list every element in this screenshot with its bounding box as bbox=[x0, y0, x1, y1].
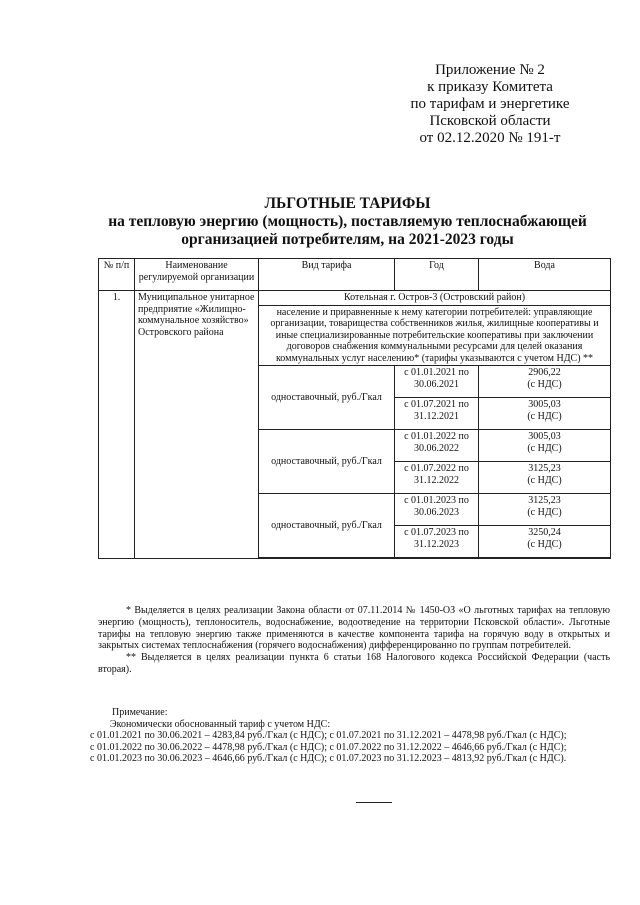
vat-note: (с НДС) bbox=[527, 506, 562, 518]
footnote-two: ** Выделяется в целях реализации пункта 6 статьи 168 Налогового кодекса Российской Федерации (часть вторая). bbox=[98, 652, 610, 675]
appendix-line: по тарифам и энергетике bbox=[410, 96, 570, 112]
title-line: на тепловую энергию (мощность), поставляемую теплоснабжающей bbox=[108, 213, 587, 230]
title-line: организацией потребителям, на 2021-2023 годы bbox=[181, 231, 514, 248]
table-row bbox=[99, 291, 611, 306]
header-water: Вода bbox=[479, 259, 611, 291]
notes-line: с 01.01.2022 по 30.06.2022 – 4478,98 руб./Гкал (с НДС); с 01.07.2022 по 31.12.2022 – 4646,66 руб./Гкал (с НДС); bbox=[90, 741, 567, 753]
tariff-value-cell bbox=[479, 430, 611, 462]
notes-line: с 01.01.2023 по 30.06.2023 – 4646,66 руб./Гкал (с НДС); с 01.07.2023 по 31.12.2023 – 4813,92 руб./Гкал (с НДС). bbox=[90, 753, 567, 764]
tariff-value: 3125,23 bbox=[528, 463, 561, 474]
tariff-period: с 01.07.2023 по 31.12.2023 bbox=[395, 526, 479, 558]
header-tariff-type: Вид тарифа bbox=[259, 259, 395, 291]
closing-rule bbox=[356, 802, 392, 803]
header-org: Наименование регулируемой организации bbox=[135, 259, 259, 291]
tariff-period: с 01.01.2022 по 30.06.2022 bbox=[395, 430, 479, 462]
tariff-type: одноставочный, руб./Гкал bbox=[259, 366, 395, 430]
vat-note: (с НДС) bbox=[527, 442, 562, 454]
boiler-name: Котельная г. Остров-3 (Островский район) bbox=[259, 291, 611, 306]
tariff-period: с 01.01.2021 по 30.06.2021 bbox=[395, 366, 479, 398]
tariff-value-cell bbox=[479, 398, 611, 430]
footnotes bbox=[98, 605, 610, 676]
tariff-period: с 01.07.2021 по 31.12.2021 bbox=[395, 398, 479, 430]
vat-note: (с НДС) bbox=[527, 538, 562, 550]
header-year: Год bbox=[395, 259, 479, 291]
appendix-line: от 02.12.2020 № 191-т bbox=[419, 130, 561, 146]
notes bbox=[90, 707, 618, 765]
tariff-value: 3125,23 bbox=[528, 495, 561, 506]
tariff-period: с 01.01.2023 по 30.06.2023 bbox=[395, 494, 479, 526]
tariff-type: одноставочный, руб./Гкал bbox=[259, 430, 395, 494]
vat-note: (с НДС) bbox=[527, 410, 562, 422]
title-line: ЛЬГОТНЫЕ ТАРИФЫ bbox=[264, 195, 431, 212]
table-spacer bbox=[259, 558, 611, 559]
tariff-value: 3005,03 bbox=[528, 399, 561, 410]
appendix-header bbox=[380, 62, 600, 147]
tariff-period: с 01.07.2022 по 31.12.2022 bbox=[395, 462, 479, 494]
appendix-line: Псковской области bbox=[429, 113, 551, 129]
vat-note: (с НДС) bbox=[527, 378, 562, 390]
tariff-value-cell bbox=[479, 494, 611, 526]
notes-line: с 01.01.2021 по 30.06.2021 – 4283,84 руб./Гкал (с НДС); с 01.07.2021 по 31.12.2021 – 4478,98 руб./Гкал (с НДС); bbox=[90, 730, 567, 741]
org-name: Муниципальное унитарное предприятие «Жилищно-коммунальное хозяйство» Островского района bbox=[135, 291, 259, 559]
header-num: № п/п bbox=[99, 259, 135, 291]
appendix-line: к приказу Комитета bbox=[427, 79, 553, 95]
footnote-one: * Выделяется в целях реализации Закона области от 07.11.2014 № 1450-ОЗ «О льготных тарифах на тепловую энергию (мощность), теплоноситель, водоснабжение, водоотведение на территории Псковской области». Льготные тарифы на тепловую энергию также применяются в качестве компонента тарифа на горячую воду в открытых и закрытых системах теплоснабжения (горячего водоснабжения) дифференцированно по группам потребителей. bbox=[98, 605, 610, 652]
table-header-row bbox=[99, 259, 611, 291]
vat-note: (с НДС) bbox=[527, 474, 562, 486]
tariff-value: 2906,22 bbox=[528, 367, 561, 378]
tariff-value-cell bbox=[479, 526, 611, 558]
tariff-table bbox=[98, 258, 611, 559]
tariff-type: одноставочный, руб./Гкал bbox=[259, 494, 395, 558]
appendix-line: Приложение № 2 bbox=[435, 62, 545, 78]
notes-heading: Примечание: bbox=[112, 707, 168, 718]
notes-subheading: Экономически обоснованный тариф с учетом НДС: bbox=[110, 718, 331, 730]
tariff-value-cell bbox=[479, 462, 611, 494]
tariff-value-cell bbox=[479, 366, 611, 398]
tariff-value: 3250,24 bbox=[528, 527, 561, 538]
row-number: 1. bbox=[99, 291, 135, 559]
tariff-value: 3005,03 bbox=[528, 431, 561, 442]
document-title bbox=[60, 195, 635, 249]
consumer-category: население и приравненные к нему категории потребителей: управляющие организации, товарищества собственников жилья, жилищные кооперативы и иные специализированные потребительские кооперативы при заключении договоров снабжения коммунальными ресурсами для целей оказания коммунальных услуг населению* (тарифы указываются с учетом НДС) ** bbox=[259, 305, 611, 366]
